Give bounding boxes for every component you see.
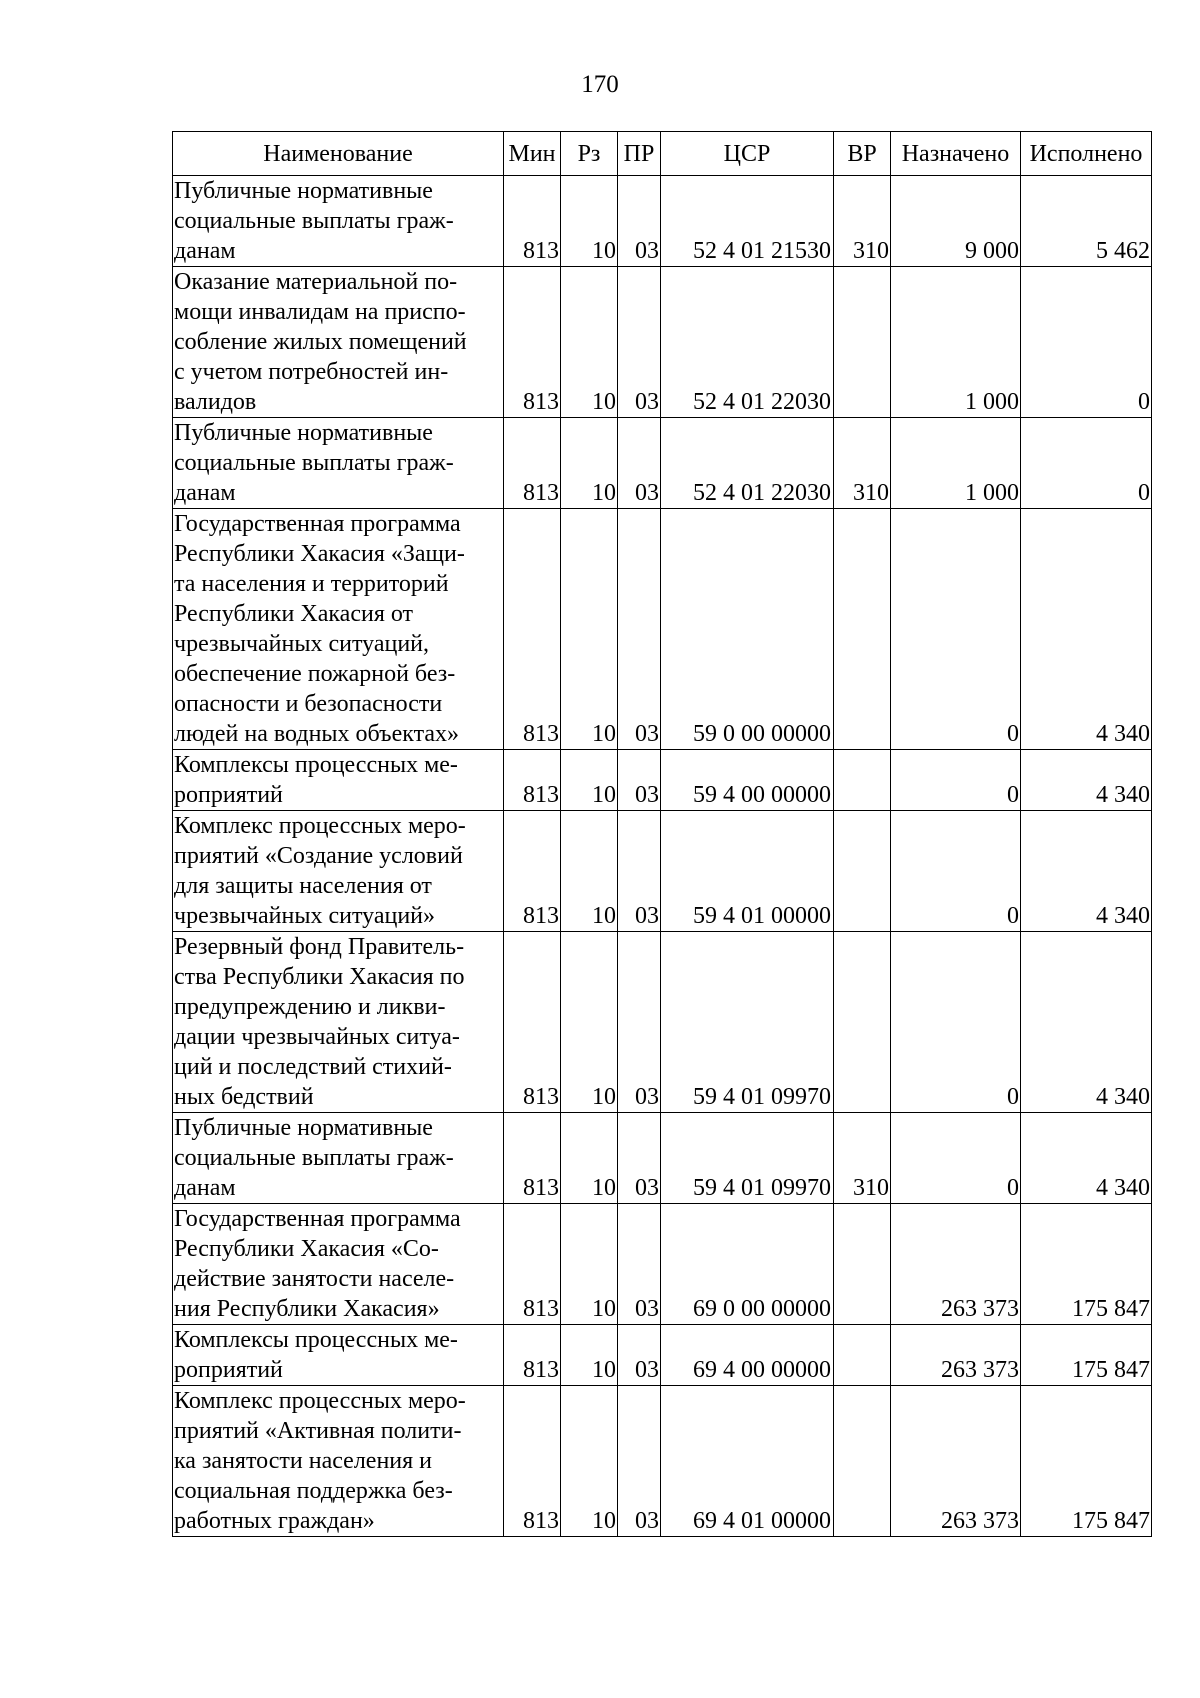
name-line: опасности и безопасности — [174, 691, 443, 717]
table-row — [173, 1113, 1152, 1204]
cell-assigned: 0 — [891, 1113, 1021, 1204]
name-line: ства Республики Хакасия по — [174, 964, 465, 990]
name-line: собление жилых помещений — [174, 329, 467, 355]
name-line: приятий «Активная полити- — [174, 1418, 462, 1444]
name-line: социальные выплаты граж- — [174, 450, 454, 476]
cell-csr: 59 4 01 00000 — [661, 811, 834, 932]
column-header-rz: Рз — [561, 132, 618, 176]
cell-assigned: 0 — [891, 750, 1021, 811]
cell-assigned: 263 373 — [891, 1204, 1021, 1325]
cell-name — [173, 1204, 504, 1325]
cell-name — [173, 1113, 504, 1204]
name-line: данам — [174, 238, 236, 264]
column-header-name: Наименование — [173, 132, 504, 176]
cell-vr — [834, 1204, 891, 1325]
cell-pr: 03 — [618, 811, 661, 932]
cell-pr: 03 — [618, 509, 661, 750]
cell-assigned: 263 373 — [891, 1325, 1021, 1386]
cell-csr: 59 4 00 00000 — [661, 750, 834, 811]
name-line: данам — [174, 480, 236, 506]
cell-vr — [834, 509, 891, 750]
cell-pr: 03 — [618, 1325, 661, 1386]
cell-name — [173, 267, 504, 418]
cell-min: 813 — [504, 176, 561, 267]
name-line: предупреждению и ликви- — [174, 994, 446, 1020]
cell-name — [173, 750, 504, 811]
cell-pr: 03 — [618, 267, 661, 418]
page-number: 170 — [581, 71, 619, 98]
name-line: действие занятости населе- — [174, 1266, 455, 1292]
table-row — [173, 509, 1152, 750]
cell-min: 813 — [504, 1113, 561, 1204]
name-line: Комплексы процессных ме- — [174, 1327, 458, 1353]
table-row — [173, 176, 1152, 267]
cell-executed: 175 847 — [1021, 1325, 1152, 1386]
name-line: ных бедствий — [174, 1084, 314, 1110]
cell-pr: 03 — [618, 750, 661, 811]
table-row — [173, 1386, 1152, 1537]
cell-name — [173, 1386, 504, 1537]
cell-executed: 4 340 — [1021, 932, 1152, 1113]
name-line: Государственная программа — [174, 511, 461, 537]
cell-rz: 10 — [561, 509, 618, 750]
cell-executed: 4 340 — [1021, 509, 1152, 750]
name-line: с учетом потребностей ин- — [174, 359, 449, 385]
column-header-csr: ЦСР — [661, 132, 834, 176]
cell-assigned: 1 000 — [891, 267, 1021, 418]
cell-executed: 4 340 — [1021, 811, 1152, 932]
name-line: Резервный фонд Правитель- — [174, 934, 465, 960]
cell-csr: 59 4 01 09970 — [661, 1113, 834, 1204]
cell-vr: 310 — [834, 176, 891, 267]
cell-name — [173, 932, 504, 1113]
cell-assigned: 9 000 — [891, 176, 1021, 267]
cell-name — [173, 418, 504, 509]
cell-vr: 310 — [834, 1113, 891, 1204]
name-line: Комплексы процессных ме- — [174, 752, 458, 778]
cell-csr: 52 4 01 22030 — [661, 267, 834, 418]
cell-csr: 59 0 00 00000 — [661, 509, 834, 750]
cell-min: 813 — [504, 267, 561, 418]
cell-vr — [834, 811, 891, 932]
cell-executed: 4 340 — [1021, 750, 1152, 811]
cell-min: 813 — [504, 1325, 561, 1386]
cell-min: 813 — [504, 418, 561, 509]
cell-rz: 10 — [561, 1113, 618, 1204]
name-line: роприятий — [174, 782, 283, 808]
table-header-row — [173, 132, 1152, 176]
cell-executed: 0 — [1021, 418, 1152, 509]
name-line: валидов — [174, 389, 257, 415]
cell-vr — [834, 267, 891, 418]
cell-rz: 10 — [561, 1204, 618, 1325]
cell-vr — [834, 1386, 891, 1537]
cell-name — [173, 1325, 504, 1386]
name-line: Комплекс процессных меро- — [174, 813, 466, 839]
cell-min: 813 — [504, 750, 561, 811]
cell-assigned: 263 373 — [891, 1386, 1021, 1537]
cell-vr: 310 — [834, 418, 891, 509]
name-line: Республики Хакасия «Защи- — [174, 541, 465, 567]
name-line: Публичные нормативные — [174, 1115, 433, 1141]
cell-executed: 5 462 — [1021, 176, 1152, 267]
name-line: ния Республики Хакасия» — [174, 1296, 440, 1322]
cell-assigned: 0 — [891, 509, 1021, 750]
cell-min: 813 — [504, 1204, 561, 1325]
cell-csr: 52 4 01 21530 — [661, 176, 834, 267]
cell-pr: 03 — [618, 176, 661, 267]
cell-rz: 10 — [561, 811, 618, 932]
name-line: роприятий — [174, 1357, 283, 1383]
cell-csr: 69 4 01 00000 — [661, 1386, 834, 1537]
cell-csr: 59 4 01 09970 — [661, 932, 834, 1113]
name-line: дации чрезвычайных ситуа- — [174, 1024, 460, 1050]
cell-vr — [834, 932, 891, 1113]
cell-min: 813 — [504, 811, 561, 932]
cell-min: 813 — [504, 932, 561, 1113]
table-row — [173, 811, 1152, 932]
cell-csr: 69 4 00 00000 — [661, 1325, 834, 1386]
cell-rz: 10 — [561, 176, 618, 267]
table-body — [173, 176, 1152, 1537]
name-line: Публичные нормативные — [174, 178, 433, 204]
cell-executed: 175 847 — [1021, 1386, 1152, 1537]
cell-pr: 03 — [618, 1204, 661, 1325]
name-line: социальная поддержка без- — [174, 1478, 453, 1504]
table-row — [173, 932, 1152, 1113]
column-header-assigned: Назначено — [891, 132, 1021, 176]
cell-assigned: 1 000 — [891, 418, 1021, 509]
cell-vr — [834, 1325, 891, 1386]
table-row — [173, 1204, 1152, 1325]
name-line: ка занятости населения и — [174, 1448, 433, 1474]
cell-executed: 175 847 — [1021, 1204, 1152, 1325]
name-line: социальные выплаты граж- — [174, 1145, 454, 1171]
table-row — [173, 750, 1152, 811]
column-header-executed: Исполнено — [1021, 132, 1152, 176]
cell-pr: 03 — [618, 932, 661, 1113]
name-line: ций и последствий стихий- — [174, 1054, 452, 1080]
name-line: Публичные нормативные — [174, 420, 433, 446]
table-row — [173, 267, 1152, 418]
cell-pr: 03 — [618, 418, 661, 509]
cell-executed: 0 — [1021, 267, 1152, 418]
name-line: социальные выплаты граж- — [174, 208, 454, 234]
name-line: обеспечение пожарной без- — [174, 661, 456, 687]
cell-min: 813 — [504, 1386, 561, 1537]
name-line: людей на водных объектах» — [174, 721, 459, 747]
cell-rz: 10 — [561, 932, 618, 1113]
column-header-pr: ПР — [618, 132, 661, 176]
name-line: Государственная программа — [174, 1206, 461, 1232]
cell-csr: 52 4 01 22030 — [661, 418, 834, 509]
name-line: работных граждан» — [174, 1508, 375, 1534]
cell-rz: 10 — [561, 267, 618, 418]
name-line: Комплекс процессных меро- — [174, 1388, 466, 1414]
name-line: Республики Хакасия «Со- — [174, 1236, 439, 1262]
cell-rz: 10 — [561, 1386, 618, 1537]
cell-vr — [834, 750, 891, 811]
cell-name — [173, 811, 504, 932]
name-line: для защиты населения от — [174, 873, 432, 899]
table-row — [173, 1325, 1152, 1386]
cell-name — [173, 176, 504, 267]
table-row — [173, 418, 1152, 509]
name-line: приятий «Создание условий — [174, 843, 463, 869]
name-line: мощи инвалидам на приспо- — [174, 299, 466, 325]
name-line: данам — [174, 1175, 236, 1201]
cell-name — [173, 509, 504, 750]
cell-rz: 10 — [561, 750, 618, 811]
cell-executed: 4 340 — [1021, 1113, 1152, 1204]
cell-pr: 03 — [618, 1113, 661, 1204]
cell-csr: 69 0 00 00000 — [661, 1204, 834, 1325]
name-line: та населения и территорий — [174, 571, 449, 597]
name-line: чрезвычайных ситуаций, — [174, 631, 430, 657]
cell-pr: 03 — [618, 1386, 661, 1537]
name-line: Республики Хакасия от — [174, 601, 414, 627]
cell-min: 813 — [504, 509, 561, 750]
cell-assigned: 0 — [891, 811, 1021, 932]
column-header-vr: ВР — [834, 132, 891, 176]
name-line: чрезвычайных ситуаций» — [174, 903, 436, 929]
column-header-min: Мин — [504, 132, 561, 176]
budget-table — [172, 131, 1152, 1537]
name-line: Оказание материальной по- — [174, 269, 458, 295]
cell-rz: 10 — [561, 418, 618, 509]
cell-rz: 10 — [561, 1325, 618, 1386]
cell-assigned: 0 — [891, 932, 1021, 1113]
